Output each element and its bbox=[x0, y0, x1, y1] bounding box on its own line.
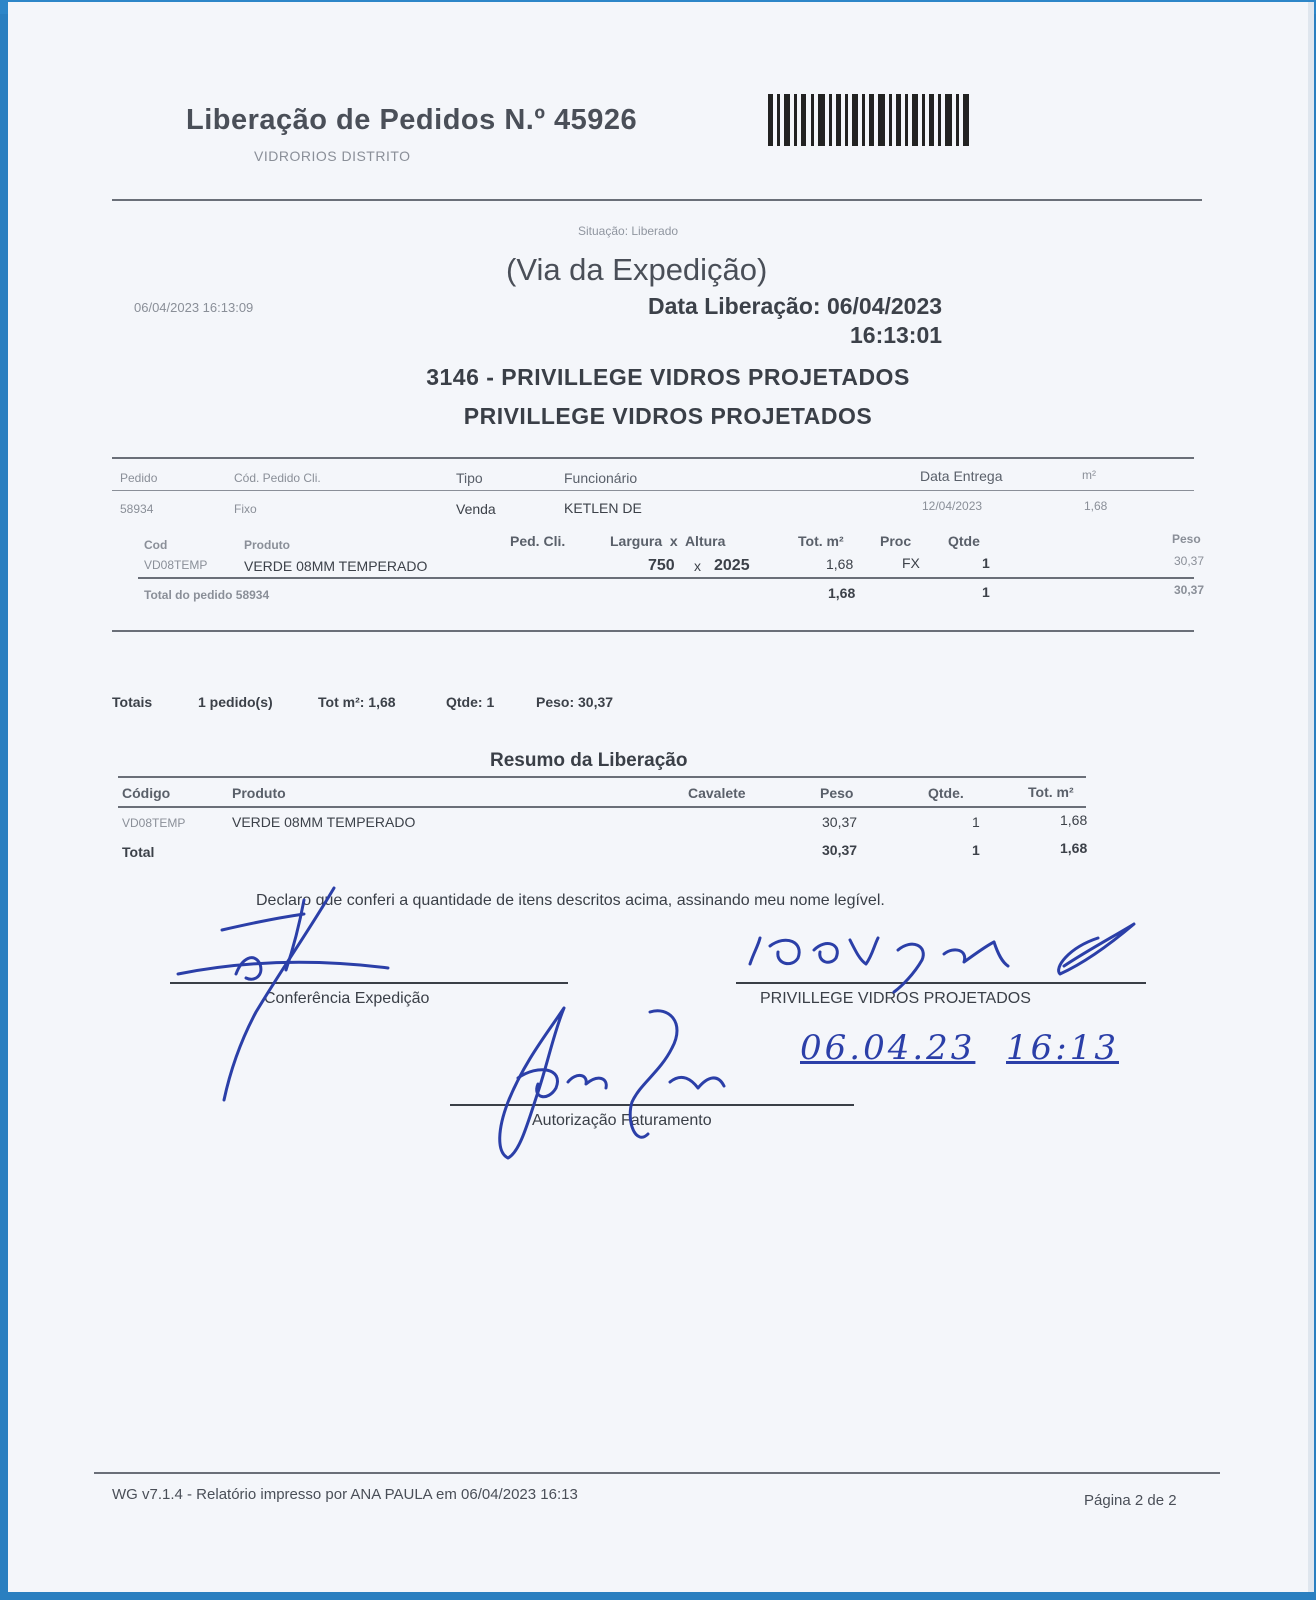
resumo-col-peso: Peso bbox=[820, 785, 854, 801]
situacao-text: Situação: Liberado bbox=[578, 224, 679, 238]
item-cod: VD08TEMP bbox=[144, 558, 208, 572]
items-col-proc: Proc bbox=[880, 533, 912, 549]
barcode bbox=[768, 94, 973, 146]
resumo-title: Resumo da Liberação bbox=[490, 750, 688, 771]
footer-printed-by: WG v7.1.4 - Relatório impresso por ANA PAULA em 06/04/2023 16:13 bbox=[112, 1486, 578, 1503]
conferencia-label: Conferência Expedição bbox=[264, 990, 430, 1007]
company-name bbox=[368, 358, 968, 436]
totals-tot-m2: Tot m²: 1,68 bbox=[318, 694, 396, 710]
order-table-header-rule bbox=[112, 490, 1194, 491]
items-total-peso: 30,37 bbox=[1174, 583, 1205, 597]
order-col-data-entrega: Data Entrega bbox=[920, 468, 1003, 484]
item-peso: 30,37 bbox=[1174, 554, 1205, 568]
resumo-total-label: Total bbox=[122, 844, 155, 860]
items-col-qtde: Qtde bbox=[948, 533, 980, 549]
item-proc: FX bbox=[902, 555, 920, 571]
order-val-funcionario: KETLEN DE bbox=[564, 500, 642, 516]
resumo-top-rule bbox=[118, 776, 1086, 778]
order-col-cod-cli: Cód. Pedido Cli. bbox=[234, 471, 321, 485]
items-total-m2: 1,68 bbox=[828, 585, 856, 601]
order-col-pedido: Pedido bbox=[120, 471, 158, 485]
resumo-col-cavalete: Cavalete bbox=[688, 785, 746, 801]
items-total-label: Total do pedido 58934 bbox=[144, 588, 270, 602]
page-number: Página 2 de 2 bbox=[1084, 1492, 1177, 1509]
order-val-m2: 1,68 bbox=[1084, 499, 1108, 513]
document-page bbox=[8, 2, 1314, 1592]
resumo-tot-m2: 1,68 bbox=[1060, 812, 1088, 828]
resumo-header-rule bbox=[118, 806, 1086, 808]
resumo-total-qtde: 1 bbox=[972, 842, 980, 858]
resumo-peso: 30,37 bbox=[822, 814, 858, 830]
item-largura: 750 bbox=[648, 557, 675, 574]
data-liberacao-time: 16:13:01 bbox=[849, 322, 943, 348]
footer-rule bbox=[94, 1472, 1220, 1474]
resumo-col-produto: Produto bbox=[232, 785, 286, 801]
totals-pedidos: 1 pedido(s) bbox=[198, 694, 273, 710]
resumo-col-qtde: Qtde. bbox=[928, 785, 964, 801]
order-val-data-entrega: 12/04/2023 bbox=[922, 499, 983, 513]
company-line-2: PRIVILLEGE VIDROS PROJETADOS bbox=[463, 403, 873, 429]
item-x: x bbox=[694, 558, 701, 574]
client-label: PRIVILLEGE VIDROS PROJETADOS bbox=[760, 990, 1031, 1007]
declaration-text: Declaro que conferi a quantidade de itens descritos acima, assinando meu nome legível. bbox=[256, 892, 885, 909]
totals-label: Totais bbox=[112, 694, 153, 710]
item-qtde: 1 bbox=[982, 555, 990, 571]
via-label: (Via da Expedição) bbox=[506, 252, 768, 287]
company-line-1: 3146 - PRIVILLEGE VIDROS PROJETADOS bbox=[426, 364, 910, 390]
order-col-tipo: Tipo bbox=[456, 470, 483, 486]
order-val-cod-cli: Fixo bbox=[234, 502, 257, 516]
handwritten-date: 06.04.23 bbox=[800, 1028, 976, 1068]
resumo-produto: VERDE 08MM TEMPERADO bbox=[232, 814, 416, 830]
resumo-col-codigo: Código bbox=[122, 785, 171, 801]
items-total-qtde: 1 bbox=[982, 584, 990, 600]
resumo-total-peso: 30,37 bbox=[822, 842, 858, 858]
resumo-qtde: 1 bbox=[972, 814, 980, 830]
header-divider bbox=[112, 199, 1202, 201]
resumo-total-tot-m2: 1,68 bbox=[1060, 840, 1088, 856]
autorizacao-label: Autorização Faturamento bbox=[532, 1112, 712, 1129]
document-subtitle: VIDRORIOS DISTRITO bbox=[254, 148, 411, 164]
order-col-m2: m² bbox=[1082, 468, 1096, 482]
resumo-col-tot-m2: Tot. m² bbox=[1028, 784, 1074, 800]
order-col-funcionario: Funcionário bbox=[564, 470, 638, 486]
document-title: Liberação de Pedidos N.º 45926 bbox=[186, 104, 638, 136]
print-timestamp: 06/04/2023 16:13:09 bbox=[134, 300, 254, 315]
data-liberacao bbox=[648, 292, 942, 350]
handwritten-time: 16:13 bbox=[1006, 1028, 1119, 1068]
items-col-ped-cli: Ped. Cli. bbox=[510, 533, 566, 549]
items-col-cod: Cod bbox=[144, 538, 168, 552]
items-col-largura-altura: Largura x Altura bbox=[610, 533, 726, 549]
items-col-tot-m2: Tot. m² bbox=[798, 533, 844, 549]
order-val-pedido: 58934 bbox=[120, 502, 154, 516]
items-col-peso: Peso bbox=[1172, 532, 1201, 546]
item-altura: 2025 bbox=[714, 557, 750, 574]
items-bottom-rule bbox=[112, 630, 1194, 632]
order-val-tipo: Venda bbox=[456, 501, 496, 517]
client-signature-line bbox=[736, 982, 1146, 984]
totals-peso: Peso: 30,37 bbox=[536, 694, 614, 710]
items-col-produto: Produto bbox=[244, 538, 290, 552]
item-produto: VERDE 08MM TEMPERADO bbox=[244, 558, 428, 574]
item-tot-m2: 1,68 bbox=[826, 556, 854, 572]
data-liberacao-date: Data Liberação: 06/04/2023 bbox=[648, 293, 943, 319]
order-table-top-rule bbox=[112, 457, 1194, 459]
totals-qtde: Qtde: 1 bbox=[446, 694, 495, 710]
signature-ink bbox=[8, 2, 1314, 1592]
resumo-codigo: VD08TEMP bbox=[122, 816, 186, 830]
conferencia-signature-line bbox=[170, 982, 568, 984]
items-total-rule bbox=[138, 577, 1194, 579]
autorizacao-signature-line bbox=[450, 1104, 854, 1106]
